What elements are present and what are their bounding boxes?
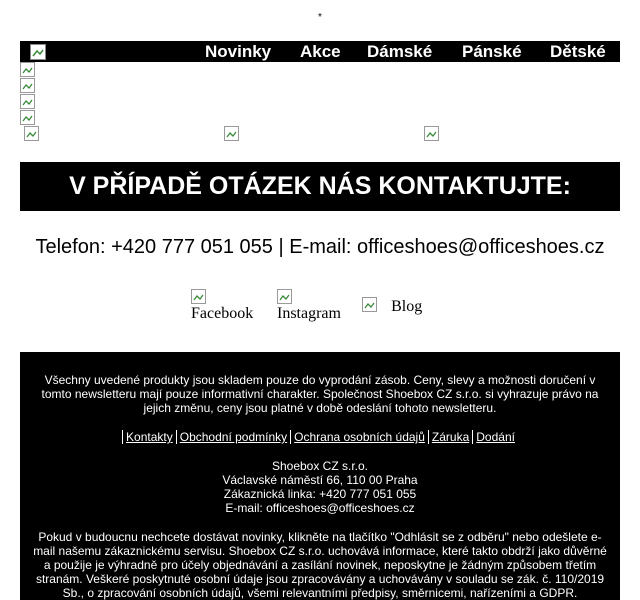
broken-image-icon[interactable] [20, 78, 36, 94]
instagram-icon [277, 289, 293, 305]
contact-info-line: Telefon: +420 777 051 055 | E-mail: officeshoes@officeshoes.cz [35, 236, 605, 258]
nav-item-novinky[interactable]: Novinky [205, 42, 272, 61]
broken-image-icon[interactable] [224, 126, 240, 142]
broken-image-row [24, 126, 624, 142]
broken-image-icon[interactable] [20, 110, 36, 126]
nav-item-damske[interactable]: Dámské [367, 42, 433, 61]
broken-image-icon[interactable] [20, 94, 36, 110]
blog-link[interactable] [362, 297, 422, 333]
company-street: Václavské náměstí 66, 110 00 Praha [222, 473, 418, 487]
company-email: E-mail: officeshoes@officeshoes.cz [225, 501, 415, 515]
footer-link-zaruka[interactable]: Záruka [428, 430, 472, 444]
blog-icon [362, 297, 378, 313]
unsubscribe-notice: Pokud v budoucnu nechcete dostávat novinky, klikněte na tlačítko "Odhlásit se z odběru" nebo odešlete e-mail našemu zákaznickému servisu. Shoebox CZ s.r.o. uchovává informace, které takto obdrží jako důvěrné a použije je výhradně pro účely objednávání a zasílání novinek, neposkytne je žádným způsobem třetím stranám. Veškeré poskytnuté osobní údaje jsou zpracovávány a uchovávány v souladu se zák. č. 110/2019 Sb., o zpracování osobních údajů, všemi relevantními předpisy, směrnicemi, nařízeními a GDPR. [33, 530, 607, 600]
top-navigation-bar [20, 41, 620, 62]
broken-image-icon[interactable] [20, 62, 36, 78]
facebook-icon [191, 289, 207, 305]
blog-label: Blog [391, 298, 423, 315]
footer-link-kontakty[interactable]: Kontakty [122, 430, 176, 444]
facebook-link[interactable] [191, 289, 253, 325]
company-name: Shoebox CZ s.r.o. [271, 459, 369, 473]
broken-image-icon[interactable] [424, 126, 440, 142]
contact-banner-heading: V PŘÍPADĚ OTÁZEK NÁS KONTAKTUJTE: [20, 162, 620, 211]
footer-link-ochrana-osobnich-udaju[interactable]: Ochrana osobních údajů [290, 430, 428, 444]
nav-item-detske[interactable]: Dětské [550, 42, 606, 61]
facebook-label: Facebook [191, 305, 254, 322]
broken-logo-image-icon[interactable] [30, 44, 46, 60]
footer [20, 352, 620, 600]
company-address [20, 459, 620, 515]
broken-image-icon[interactable] [24, 126, 40, 142]
footer-links [20, 430, 620, 444]
footer-link-obchodni-podminky[interactable]: Obchodní podmínky [176, 430, 290, 444]
nav-item-akce[interactable]: Akce [300, 42, 341, 61]
top-marker: * [318, 12, 322, 23]
customer-hotline: Zákaznická linka: +420 777 051 055 [223, 487, 417, 501]
footer-link-dodani[interactable]: Dodání [472, 430, 518, 444]
instagram-link[interactable] [277, 289, 341, 325]
nav-item-panske[interactable]: Pánské [462, 42, 522, 61]
instagram-label: Instagram [277, 305, 341, 322]
broken-image-column [20, 62, 36, 126]
footer-disclaimer: Všechny uvedené produkty jsou skladem pouze do vyprodání zásob. Ceny, slevy a možnosti doručení v tomto newsletteru mají pouze informativní charakter. Společnost Shoebox CZ s.r.o. si vyhrazuje právo na jejich změnu, ceny jsou platné v době odeslání tohoto newsletteru. [41, 373, 599, 415]
